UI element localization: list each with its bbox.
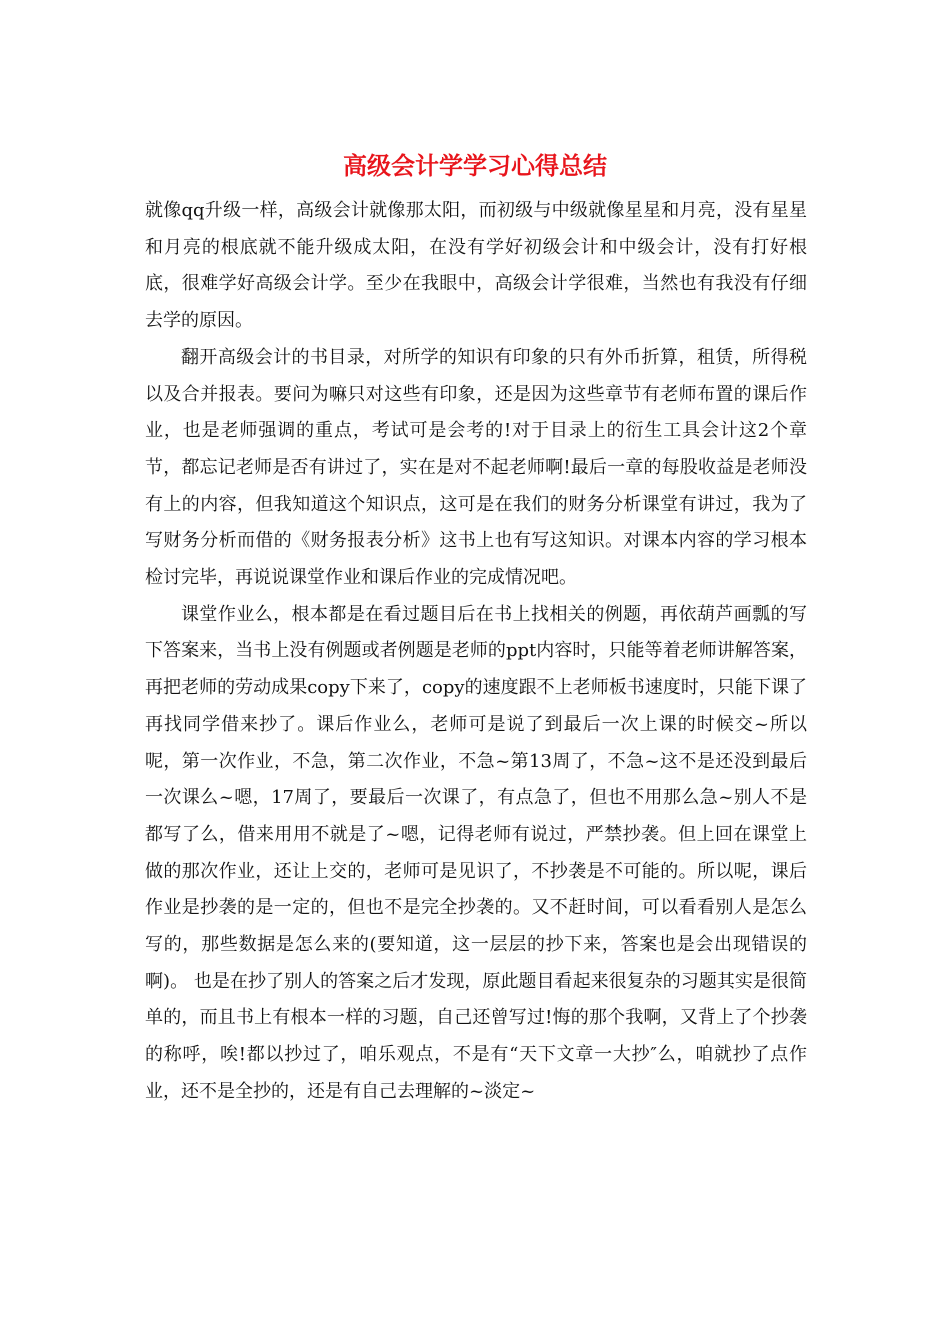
paragraph-2: 翻开高级会计的书目录，对所学的知识有印象的只有外币折算，租赁，所得税以及合并报表。要问为嘛只对这些有印象，还是因为这些章节有老师布置的课后作业，也是老师强调的重点，考试可是会考的!对于目录上的衍生工具会计这2个章节，都忘记老师是否有讲过了，实在是对不起老师啊!最后一章的每股收益是老师没有上的内容，但我知道这个知识点，这可是在我们的财务分析课堂有讲过，我为了写财务分析而借的《财务报表分析》这书上也有写这知识。对课本内容的学习根本检讨完毕，再说说课堂作业和课后作业的完成情况吧。 — [145, 346, 807, 589]
paragraph-1: 就像qq升级一样，高级会计就像那太阳，而初级与中级就像星星和月亮，没有星星和月亮的根底就不能升级成太阳，在没有学好初级会计和中级会计，没有打好根底，很难学好高级会计学。至少在我眼中，高级会计学很难，当然也有我没有仔细去学的原因。 — [145, 200, 807, 332]
document-title: 高级会计学学习心得总结 — [343, 151, 607, 180]
paragraph-3: 课堂作业么，根本都是在看过题目后在书上找相关的例题，再依葫芦画瓢的写下答案来，当书上没有例题或者例题是老师的ppt内容时，只能等着老师讲解答案，再把老师的劳动成果copy下来了，copy的速度跟不上老师板书速度时，只能下课了再找同学借来抄了。课后作业么，老师可是说了到最后一次上课的时候交~所以呢，第一次作业，不急，第二次作业，不急~第13周了，不急~这不是还没到最后一次课么~嗯，17周了，要最后一次课了，有点急了，但也不用那么急~别人不是都写了么，借来用用不就是了~嗯，记得老师有说过，严禁抄袭。但上回在课堂上做的那次作业，还让上交的，老师可是见识了，不抄袭是不可能的。所以呢，课后作业是抄袭的是一定的，但也不是完全抄袭的。又不赶时间，可以看看别人是怎么写的，那些数据是怎么来的(要知道，这一层层的抄下来，答案也是会出现错误的啊)。 也是在抄了别人的答案之后才发现，原此题目看起来很复杂的习题其实是很简单的，而且书上有根本一样的习题，自己还曾写过!悔的那个我啊，又背上了个抄袭的称呼，唉!都以抄过了，咱乐观点，不是有“天下文章一大抄″么，咱就抄了点作业，还不是全抄的，还是有自己去理解的~淡定~ — [145, 603, 807, 1102]
document-body — [145, 193, 807, 1111]
